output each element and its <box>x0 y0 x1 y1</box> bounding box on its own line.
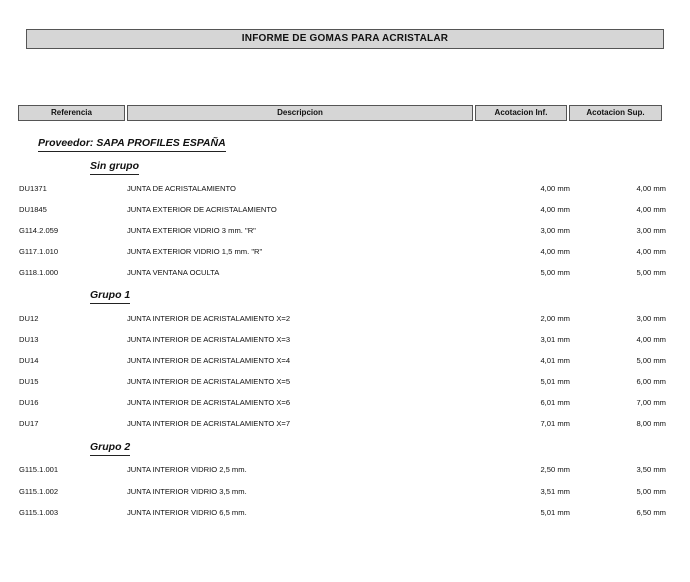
cell-upper-bound: 3,00 mm <box>636 226 666 235</box>
table-row <box>0 397 690 409</box>
cell-upper-bound: 3,00 mm <box>636 314 666 323</box>
cell-description: JUNTA EXTERIOR VIDRIO 3 mm. "R" <box>127 226 256 235</box>
cell-upper-bound: 5,00 mm <box>636 356 666 365</box>
cell-reference: DU1845 <box>19 205 47 214</box>
cell-lower-bound: 4,00 mm <box>540 184 570 193</box>
group-heading: Sin grupo <box>90 160 139 175</box>
table-row <box>0 225 690 237</box>
cell-lower-bound: 5,01 mm <box>540 508 570 517</box>
cell-description: JUNTA INTERIOR DE ACRISTALAMIENTO X=2 <box>127 314 291 323</box>
table-row <box>0 464 690 476</box>
table-row <box>0 183 690 195</box>
table-row <box>0 246 690 258</box>
table-row <box>0 376 690 388</box>
cell-description: JUNTA INTERIOR VIDRIO 2,5 mm. <box>127 465 247 474</box>
table-row <box>0 507 690 519</box>
cell-description: JUNTA INTERIOR VIDRIO 3,5 mm. <box>127 487 247 496</box>
header-lower-bound: Acotacion Inf. <box>475 105 567 121</box>
cell-upper-bound: 4,00 mm <box>636 184 666 193</box>
cell-upper-bound: 6,00 mm <box>636 377 666 386</box>
cell-lower-bound: 3,00 mm <box>540 226 570 235</box>
table-row <box>0 204 690 216</box>
cell-description: JUNTA INTERIOR DE ACRISTALAMIENTO X=5 <box>127 377 291 386</box>
cell-lower-bound: 4,00 mm <box>540 247 570 256</box>
cell-upper-bound: 4,00 mm <box>636 247 666 256</box>
header-reference: Referencia <box>18 105 125 121</box>
cell-upper-bound: 6,50 mm <box>636 508 666 517</box>
cell-lower-bound: 4,00 mm <box>540 205 570 214</box>
cell-lower-bound: 2,00 mm <box>540 314 570 323</box>
cell-reference: DU15 <box>19 377 39 386</box>
cell-upper-bound: 5,00 mm <box>636 487 666 496</box>
group-heading: Grupo 2 <box>90 441 130 456</box>
cell-lower-bound: 7,01 mm <box>540 419 570 428</box>
cell-description: JUNTA EXTERIOR DE ACRISTALAMIENTO <box>127 205 277 214</box>
cell-reference: DU13 <box>19 335 39 344</box>
cell-lower-bound: 4,01 mm <box>540 356 570 365</box>
cell-reference: DU1371 <box>19 184 47 193</box>
table-header <box>18 105 666 121</box>
table-row <box>0 334 690 346</box>
cell-reference: DU16 <box>19 398 39 407</box>
table-row <box>0 267 690 279</box>
table-row <box>0 418 690 430</box>
cell-description: JUNTA DE ACRISTALAMIENTO <box>127 184 236 193</box>
cell-lower-bound: 3,01 mm <box>540 335 570 344</box>
cell-reference: DU17 <box>19 419 39 428</box>
cell-lower-bound: 3,51 mm <box>540 487 570 496</box>
cell-lower-bound: 2,50 mm <box>540 465 570 474</box>
cell-upper-bound: 3,50 mm <box>636 465 666 474</box>
cell-lower-bound: 5,00 mm <box>540 268 570 277</box>
cell-upper-bound: 7,00 mm <box>636 398 666 407</box>
cell-lower-bound: 6,01 mm <box>540 398 570 407</box>
provider-heading: Proveedor: SAPA PROFILES ESPAÑA <box>38 137 226 152</box>
cell-reference: G117.1.010 <box>19 247 59 256</box>
cell-reference: G114.2.059 <box>19 226 59 235</box>
table-row <box>0 355 690 367</box>
header-description: Descripcion <box>127 105 473 121</box>
cell-description: JUNTA INTERIOR DE ACRISTALAMIENTO X=3 <box>127 335 291 344</box>
cell-upper-bound: 4,00 mm <box>636 205 666 214</box>
group-heading: Grupo 1 <box>90 289 130 304</box>
cell-reference: G118.1.000 <box>19 268 59 277</box>
cell-upper-bound: 5,00 mm <box>636 268 666 277</box>
cell-description: JUNTA INTERIOR DE ACRISTALAMIENTO X=6 <box>127 398 291 407</box>
cell-upper-bound: 4,00 mm <box>636 335 666 344</box>
cell-description: JUNTA INTERIOR DE ACRISTALAMIENTO X=4 <box>127 356 291 365</box>
cell-reference: G115.1.001 <box>19 465 59 474</box>
cell-reference: G115.1.003 <box>19 508 59 517</box>
cell-description: JUNTA VENTANA OCULTA <box>127 268 220 277</box>
header-upper-bound: Acotacion Sup. <box>569 105 662 121</box>
cell-reference: DU12 <box>19 314 39 323</box>
cell-description: JUNTA INTERIOR VIDRIO 6,5 mm. <box>127 508 247 517</box>
cell-description: JUNTA EXTERIOR VIDRIO 1,5 mm. "R" <box>127 247 263 256</box>
table-row <box>0 313 690 325</box>
cell-reference: G115.1.002 <box>19 487 59 496</box>
cell-description: JUNTA INTERIOR DE ACRISTALAMIENTO X=7 <box>127 419 291 428</box>
cell-reference: DU14 <box>19 356 39 365</box>
report-title: INFORME DE GOMAS PARA ACRISTALAR <box>26 29 664 49</box>
cell-lower-bound: 5,01 mm <box>540 377 570 386</box>
cell-upper-bound: 8,00 mm <box>636 419 666 428</box>
table-row <box>0 486 690 498</box>
